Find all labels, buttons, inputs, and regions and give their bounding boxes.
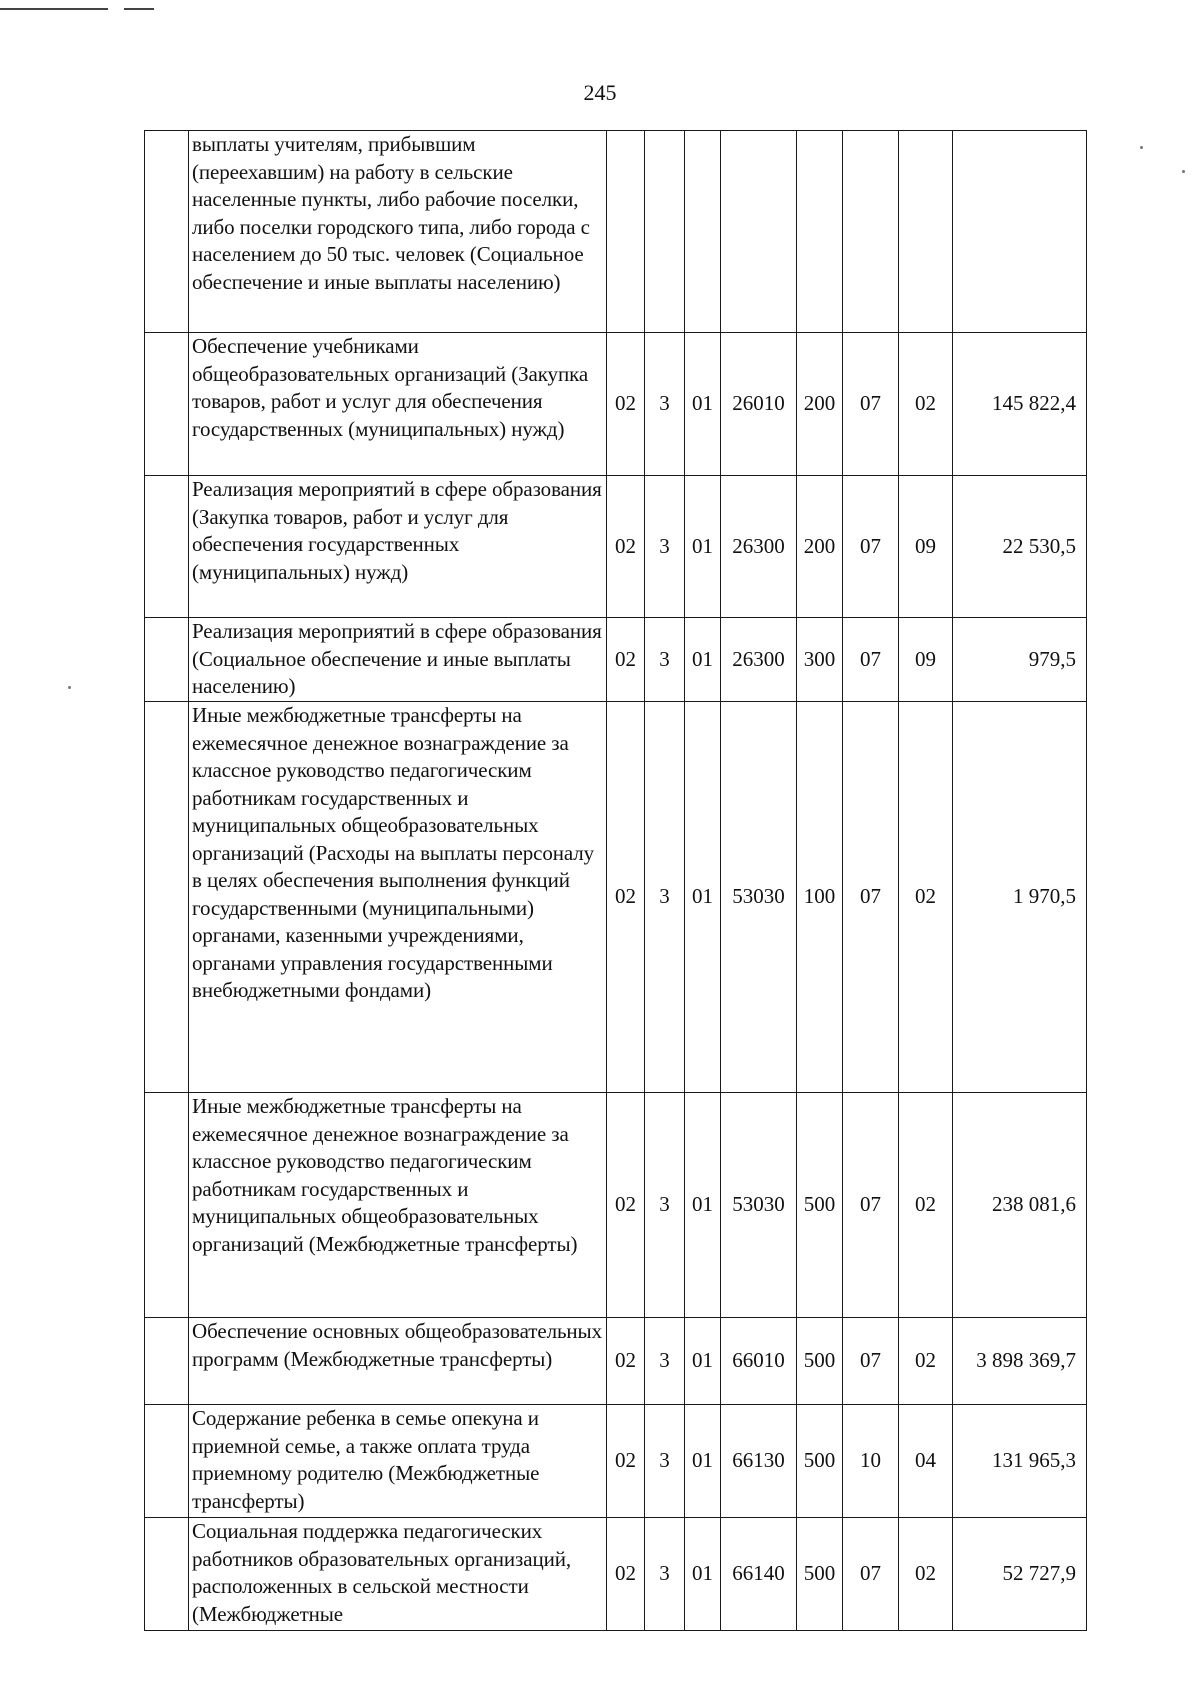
cell-code-7: 04 [899, 1405, 953, 1518]
cell-code-1: 02 [607, 1318, 645, 1405]
table-row [145, 618, 1087, 702]
cell-code-1: 02 [607, 1518, 645, 1631]
row-empty-cell [145, 1518, 189, 1631]
cell-code-6 [843, 131, 899, 333]
cell-code-6: 07 [843, 618, 899, 702]
cell-code-4: 53030 [721, 702, 797, 1093]
cell-code-4: 26010 [721, 333, 797, 476]
row-description: выплаты учителям, прибывшим (переехавшим) на работу в сельские населенные пункты, либо рабочие поселки, либо поселки городского типа, либо города с населением до 50 тыс. человек (Социальное обеспечение и иные выплаты населению) [189, 131, 607, 333]
cell-code-4: 53030 [721, 1093, 797, 1318]
cell-code-3 [685, 131, 721, 333]
row-description: Иные межбюджетные трансферты на ежемесячное денежное вознаграждение за классное руководство педагогическим работникам государственных и муниципальных общеобразовательных организаций (Расходы на выплаты персоналу в целях обеспечения выполнения функций государственными (муниципальными) органами, казенными учреждениями, органами управления государственными внебюджетными фондами) [189, 702, 607, 1093]
cell-code-4: 66130 [721, 1405, 797, 1518]
cell-code-5: 500 [797, 1405, 843, 1518]
cell-amount: 22 530,5 [953, 476, 1087, 618]
cell-code-6: 07 [843, 1318, 899, 1405]
cell-code-7: 02 [899, 1318, 953, 1405]
cell-amount: 145 822,4 [953, 333, 1087, 476]
cell-code-1: 02 [607, 1093, 645, 1318]
row-empty-cell [145, 618, 189, 702]
row-empty-cell [145, 333, 189, 476]
row-description: Социальная поддержка педагогических работников образовательных организаций, расположенных в сельской местности (Межбюджетные [189, 1518, 607, 1631]
cell-code-4 [721, 131, 797, 333]
cell-code-7: 09 [899, 476, 953, 618]
cell-code-5 [797, 131, 843, 333]
cell-code-5: 500 [797, 1093, 843, 1318]
cell-amount: 238 081,6 [953, 1093, 1087, 1318]
cell-code-1: 02 [607, 476, 645, 618]
budget-table [144, 130, 1087, 1631]
cell-amount: 3 898 369,7 [953, 1318, 1087, 1405]
cell-code-2: 3 [645, 1405, 685, 1518]
scan-speck [1182, 170, 1185, 173]
cell-code-3: 01 [685, 1093, 721, 1318]
cell-code-5: 500 [797, 1518, 843, 1631]
table-row [145, 1405, 1087, 1518]
cell-code-2: 3 [645, 476, 685, 618]
cell-code-6: 07 [843, 476, 899, 618]
row-description: Обеспечение учебниками общеобразовательных организаций (Закупка товаров, работ и услуг для обеспечения государственных (муниципальных) нужд) [189, 333, 607, 476]
cell-code-2: 3 [645, 1318, 685, 1405]
row-empty-cell [145, 702, 189, 1093]
cell-code-6: 07 [843, 702, 899, 1093]
cell-code-3: 01 [685, 618, 721, 702]
cell-code-4: 66140 [721, 1518, 797, 1631]
row-empty-cell [145, 1093, 189, 1318]
cell-code-7: 02 [899, 1518, 953, 1631]
cell-code-4: 26300 [721, 476, 797, 618]
cell-code-7 [899, 131, 953, 333]
row-empty-cell [145, 1405, 189, 1518]
budget-table-container [144, 130, 1087, 1631]
cell-code-6: 07 [843, 1093, 899, 1318]
cell-code-2: 3 [645, 618, 685, 702]
cell-code-2: 3 [645, 1093, 685, 1318]
cell-code-3: 01 [685, 1318, 721, 1405]
cell-amount: 979,5 [953, 618, 1087, 702]
cell-code-2: 3 [645, 702, 685, 1093]
cell-code-5: 200 [797, 476, 843, 618]
cell-code-1: 02 [607, 333, 645, 476]
row-description: Иные межбюджетные трансферты на ежемесячное денежное вознаграждение за классное руководство педагогическим работникам государственных и муниципальных общеобразовательных организаций (Межбюджетные трансферты) [189, 1093, 607, 1318]
cell-code-2 [645, 131, 685, 333]
cell-code-7: 09 [899, 618, 953, 702]
cell-code-1: 02 [607, 702, 645, 1093]
table-row [145, 476, 1087, 618]
scan-artifact-line-right [124, 8, 154, 10]
row-description: Реализация мероприятий в сфере образования (Закупка товаров, работ и услуг для обеспечения государственных (муниципальных) нужд) [189, 476, 607, 618]
cell-code-3: 01 [685, 333, 721, 476]
cell-code-1: 02 [607, 618, 645, 702]
cell-code-7: 02 [899, 702, 953, 1093]
page-number: 245 [583, 80, 617, 105]
table-row [145, 1518, 1087, 1631]
cell-code-1: 02 [607, 1405, 645, 1518]
table-row [145, 702, 1087, 1093]
row-description: Содержание ребенка в семье опекуна и приемной семье, а также оплата труда приемному родителю (Межбюджетные трансферты) [189, 1405, 607, 1518]
row-empty-cell [145, 131, 189, 333]
cell-amount: 52 727,9 [953, 1518, 1087, 1631]
cell-code-4: 26300 [721, 618, 797, 702]
cell-code-3: 01 [685, 1405, 721, 1518]
budget-table-body [145, 131, 1087, 1631]
cell-code-4: 66010 [721, 1318, 797, 1405]
cell-code-3: 01 [685, 476, 721, 618]
row-empty-cell [145, 476, 189, 618]
cell-code-3: 01 [685, 702, 721, 1093]
cell-code-6: 07 [843, 333, 899, 476]
table-row [145, 1318, 1087, 1405]
cell-code-6: 10 [843, 1405, 899, 1518]
cell-code-7: 02 [899, 1093, 953, 1318]
cell-code-1 [607, 131, 645, 333]
cell-code-2: 3 [645, 1518, 685, 1631]
scan-speck [1140, 146, 1143, 149]
table-row [145, 1093, 1087, 1318]
cell-code-6: 07 [843, 1518, 899, 1631]
cell-amount [953, 131, 1087, 333]
row-description: Реализация мероприятий в сфере образования (Социальное обеспечение и иные выплаты населению) [189, 618, 607, 702]
cell-code-5: 100 [797, 702, 843, 1093]
cell-code-5: 500 [797, 1318, 843, 1405]
cell-code-5: 200 [797, 333, 843, 476]
cell-code-7: 02 [899, 333, 953, 476]
cell-code-3: 01 [685, 1518, 721, 1631]
row-description: Обеспечение основных общеобразовательных программ (Межбюджетные трансферты) [189, 1318, 607, 1405]
row-empty-cell [145, 1318, 189, 1405]
table-row [145, 333, 1087, 476]
scan-artifact-line-left [0, 8, 108, 10]
cell-code-5: 300 [797, 618, 843, 702]
scan-speck [68, 686, 71, 689]
cell-code-2: 3 [645, 333, 685, 476]
table-row [145, 131, 1087, 333]
cell-amount: 1 970,5 [953, 702, 1087, 1093]
cell-amount: 131 965,3 [953, 1405, 1087, 1518]
